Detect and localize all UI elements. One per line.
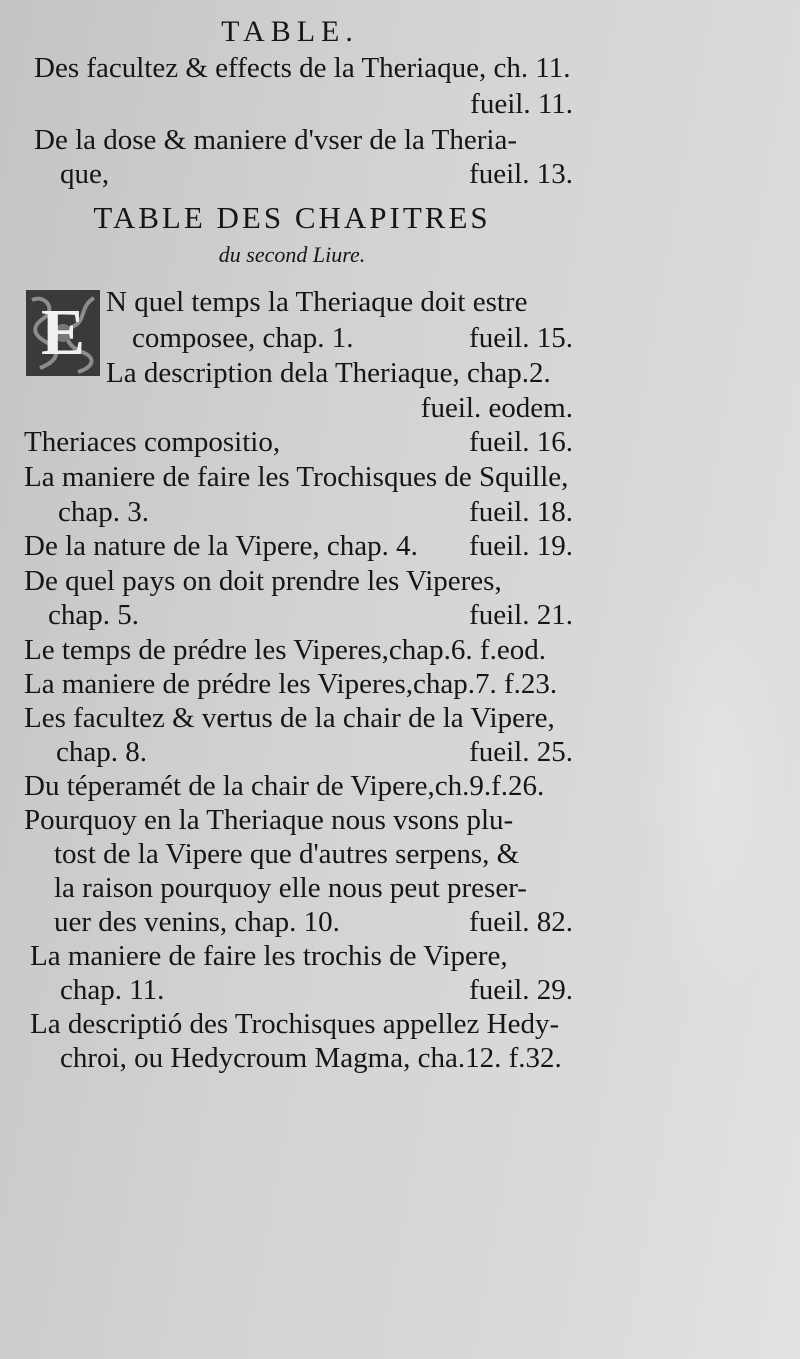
entry-text: Pourquoy en la Theriaque nous vsons plu- [24,804,514,836]
toc-line [0,734,800,770]
toc-line [0,938,800,974]
entry-text: Le temps de prédre les Viperes,chap.6. f.eod. [24,634,546,666]
entry-text: La descriptió des Trochisques appellez Hedy- [30,1008,560,1040]
entry-text: La maniere de prédre les Viperes,chap.7. f.23. [24,668,558,700]
toc-line [0,768,800,804]
entry-text: chap. 8. [56,736,147,768]
toc-line [0,86,800,122]
entry-text: Du téperamét de la chair de Vipere,ch.9.f.26. [24,770,545,802]
entry-text: uer des venins, chap. 10. [54,906,340,938]
entry-text: Les facultez & vertus de la chair de la Vipere, [24,702,555,734]
entry-text: composee, chap. 1. [132,322,354,354]
entry-text: Theriaces compositio, [24,426,281,458]
entry-text: tost de la Vipere que d'autres serpens, & [54,838,520,870]
toc-line [0,904,800,940]
entry-text: La maniere de faire les trochis de Vipere, [30,940,508,972]
folio-ref: fueil. 19. [469,530,573,562]
toc-line [0,666,800,702]
toc-line [0,424,800,460]
folio-ref: fueil. 82. [469,906,573,938]
toc-line [0,320,800,356]
toc-line [0,1040,800,1076]
entry-text: chroi, ou Hedycroum Magma, cha.12. f.32. [60,1042,562,1074]
toc-line [0,597,800,633]
entry-text: N quel temps la Theriaque doit estre [106,286,528,318]
toc-line [0,632,800,668]
toc-line [0,528,800,564]
entry-text: la raison pourquoy elle nous peut preser- [54,872,527,904]
toc-line [0,802,800,838]
entry-text: De quel pays on doit prendre les Viperes, [24,565,502,597]
folio-ref: fueil. 18. [469,496,573,528]
entry-text: De la dose & maniere d'vser de la Theria- [34,124,517,156]
folio-ref: fueil. 13. [469,158,573,190]
section-subheading: du second Liure. [218,242,366,267]
folio-ref: fueil. 29. [469,974,573,1006]
entry-text: chap. 3. [58,496,149,528]
folio-ref: fueil. eodem. [420,392,573,424]
entry-text: chap. 11. [60,974,165,1006]
toc-line [0,700,800,736]
folio-ref: fueil. 21. [469,599,573,631]
toc-line [0,284,800,320]
toc-line [0,390,800,426]
toc-line [0,870,800,906]
section-heading: TABLE DES CHAPITRES [93,200,491,235]
entry-text: De la nature de la Vipere, chap. 4. [24,530,418,562]
entry-text: Des facultez & effects de la Theriaque, ch. 11. [34,52,571,84]
toc-line [0,563,800,599]
toc-line [0,494,800,530]
entry-text: La description dela Theriaque, chap.2. [106,357,551,389]
folio-ref: fueil. 11. [470,88,573,120]
entry-text: La maniere de faire les Trochisques de Squille, [24,461,569,493]
folio-ref: fueil. 16. [469,426,573,458]
toc-line [0,355,800,391]
toc-line [0,122,800,158]
toc-line [0,972,800,1008]
folio-ref: fueil. 15. [469,322,573,354]
entry-text: que, [60,158,110,190]
entry-text: chap. 5. [48,599,139,631]
toc-line [0,1006,800,1042]
folio-ref: fueil. 25. [469,736,573,768]
toc-line [0,156,800,192]
toc-line [0,459,800,495]
toc-line [0,50,800,86]
toc-line [0,836,800,872]
initial-letter: E [40,296,86,369]
running-head: TABLE. [221,15,359,48]
